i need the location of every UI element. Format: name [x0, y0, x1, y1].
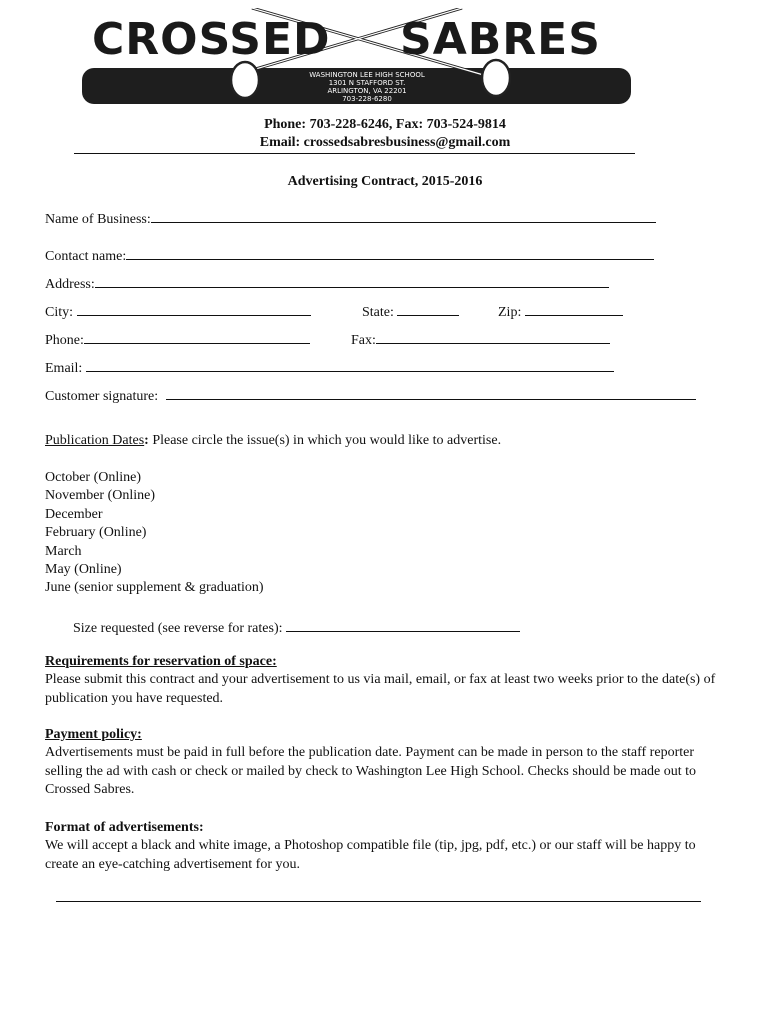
email-row — [45, 357, 614, 378]
issue-option[interactable]: November (Online) — [45, 488, 156, 504]
size-requested-row — [73, 617, 520, 638]
school-phone: 703-228-6280 — [342, 95, 392, 103]
school-name: WASHINGTON LEE HIGH SCHOOL — [309, 71, 425, 79]
size-requested-label: Size requested (see reverse for rates): — [73, 621, 287, 636]
size-requested-field[interactable] — [286, 617, 520, 632]
requirements-body: Please submit this contract and your advertisement to us via mail, email, or fax at least two weeks prior to the date(s) of publication you have requested. — [45, 672, 716, 706]
business-name-field[interactable] — [151, 208, 656, 223]
brand-right: SABRES — [400, 14, 601, 65]
state-row — [362, 301, 459, 322]
contact-name-row — [45, 245, 654, 266]
phone-row — [45, 329, 310, 350]
signature-field[interactable] — [166, 385, 696, 400]
address-label: Address: — [45, 277, 95, 292]
fax-row — [351, 329, 610, 350]
school-city: ARLINGTON, VA 22201 — [327, 87, 407, 95]
publication-dates-line — [45, 432, 501, 450]
city-label: City: — [45, 305, 77, 320]
fax-label: Fax: — [351, 333, 376, 348]
contact-name-field[interactable] — [126, 245, 654, 260]
phone-label: Phone: — [45, 333, 84, 348]
format-heading: Format of advertisements: — [45, 820, 204, 835]
contact-name-label: Contact name: — [45, 249, 127, 264]
issue-option[interactable]: October (Online) — [45, 470, 142, 485]
crossed-sabres-logo — [82, 8, 631, 108]
issue-option[interactable]: December — [45, 506, 103, 522]
city-row — [45, 301, 311, 322]
publication-dates-label: Publication Dates — [45, 433, 145, 448]
zip-field[interactable] — [525, 301, 623, 316]
address-field[interactable] — [95, 273, 609, 288]
business-name-row — [45, 208, 656, 229]
zip-row — [498, 301, 623, 322]
publication-dates-instruction: Please circle the issue(s) in which you would like to advertise. — [148, 433, 502, 448]
issue-option[interactable]: March — [45, 543, 82, 559]
state-label: State: — [362, 305, 398, 320]
header-divider — [74, 153, 635, 154]
publication-dates-colon: : — [144, 433, 149, 448]
email-label: Email: — [45, 361, 86, 376]
signature-label: Customer signature: — [45, 389, 162, 404]
address-row — [45, 273, 609, 294]
issue-option[interactable]: June (senior supplement & graduation) — [45, 580, 264, 596]
issue-list — [45, 469, 264, 598]
city-field[interactable] — [77, 301, 311, 316]
zip-label: Zip: — [498, 305, 525, 320]
format-body: We will accept a black and white image, a Photoshop compatible file (tip, jpg, pdf, etc.) or our staff will be happy to create an eye-catching advertisement for you. — [45, 838, 696, 872]
page-title: Advertising Contract, 2015-2016 — [287, 174, 483, 189]
issue-option[interactable]: May (Online) — [45, 562, 122, 578]
signature-row — [45, 385, 696, 406]
email-field[interactable] — [86, 357, 614, 372]
brand-left: CROSSED — [92, 14, 331, 65]
fax-field[interactable] — [376, 329, 610, 344]
requirements-heading: Requirements for reservation of space: — [45, 654, 277, 669]
phone-fax-line: Phone: 703-228-6246, Fax: 703-524-9814 — [264, 117, 506, 132]
business-name-label: Name of Business: — [45, 212, 151, 227]
payment-heading: Payment policy: — [45, 727, 142, 742]
phone-field[interactable] — [84, 329, 310, 344]
state-field[interactable] — [397, 301, 459, 316]
payment-body: Advertisements must be paid in full before the publication date. Payment can be made in person to the staff reporter selling the ad with cash or check or mailed by check to Washington Lee High School. Checks should be made out to Crossed Sabres. — [45, 745, 697, 797]
footer-divider — [56, 901, 701, 902]
issue-option[interactable]: February (Online) — [45, 525, 147, 541]
school-street: 1301 N STAFFORD ST. — [328, 79, 406, 87]
email-line: Email: crossedsabresbusiness@gmail.com — [259, 135, 511, 150]
